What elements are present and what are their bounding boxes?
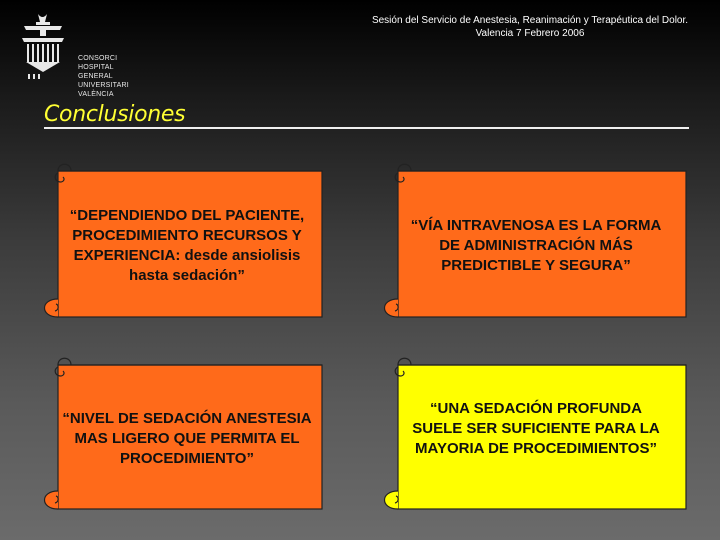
header-line-session: Sesión del Servicio de Anestesia, Reanimación y Terapéutica del Dolor. bbox=[371, 15, 689, 26]
scroll-card-text: “NIVEL DE SEDACIÓN ANESTESIA MAS LIGERO QUE PERMITA EL PROCEDIMIENTO” bbox=[62, 410, 312, 467]
scroll-card-4 bbox=[376, 352, 690, 522]
scroll-curl-top bbox=[398, 358, 411, 365]
logo-text bbox=[78, 54, 144, 99]
scroll-curl-bottom bbox=[385, 491, 399, 509]
scroll-curl-bottom bbox=[45, 491, 59, 509]
scroll-curl-top bbox=[58, 358, 71, 365]
scroll-curl-bottom bbox=[385, 299, 399, 317]
title-underline bbox=[44, 127, 689, 129]
scroll-card-1 bbox=[36, 158, 326, 330]
page-title: Conclusiones bbox=[44, 102, 186, 127]
logo-line: CONSORCI bbox=[78, 55, 118, 62]
header-line-date: Valencia 7 Febrero 2006 bbox=[475, 28, 585, 39]
session-header bbox=[340, 14, 720, 40]
scroll-card-text: “DEPENDIENDO DEL PACIENTE, PROCEDIMIENTO RECURSOS Y EXPERIENCIA: desde ansiolisis hasta sedación” bbox=[69, 207, 305, 284]
scroll-curl-top bbox=[398, 164, 411, 171]
scroll-curl-top bbox=[58, 164, 71, 171]
logo-line: HOSPITAL GENERAL bbox=[78, 64, 114, 80]
logo-line: VALÈNCIA bbox=[78, 91, 114, 98]
scroll-card-3 bbox=[36, 352, 326, 522]
scroll-curl-bottom bbox=[45, 299, 59, 317]
scroll-card-2 bbox=[376, 158, 690, 330]
scroll-card-text: “UNA SEDACIÓN PROFUNDA SUELE SER SUFICIENTE PARA LA MAYORIA DE PROCEDIMIENTOS” bbox=[412, 400, 660, 457]
scroll-card-text: “VÍA INTRAVENOSA ES LA FORMA DE ADMINISTRACIÓN MÁS PREDICTIBLE Y SEGURA” bbox=[410, 217, 662, 274]
hospital-logo bbox=[14, 12, 144, 98]
logo-line: UNIVERSITARI bbox=[78, 82, 129, 89]
hospital-emblem-icon bbox=[14, 12, 74, 82]
